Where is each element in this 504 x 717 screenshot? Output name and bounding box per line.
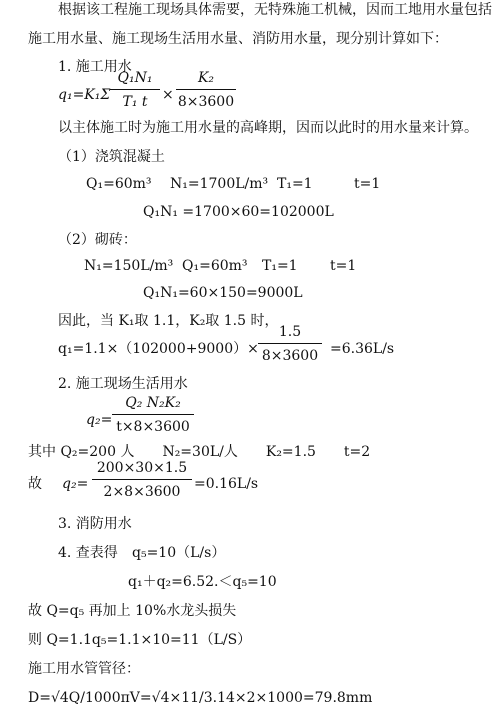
section-1-note: 以主体施工时为施工用水量的高峰期，因而以此时的用水量来计算。 [58, 120, 478, 136]
calc-q1-lhs: q₁=1.1×（102000+9000）× [58, 341, 259, 357]
q5-value: q₅=10（L/s） [132, 545, 226, 561]
fraction-bar [112, 414, 194, 415]
fraction-numerator: 200×30×1.5 [96, 460, 188, 476]
calc-q1-fraction [258, 324, 322, 368]
brick-t1: T₁=1 [262, 258, 298, 274]
formula-q2-fraction [112, 395, 194, 439]
fraction-denominator: 8×3600 [177, 94, 235, 110]
brick-t: t=1 [330, 258, 357, 274]
fraction-bar [110, 89, 160, 90]
calc-q1-result: =6.36L/s [330, 341, 395, 357]
formula-q1-fraction-2 [176, 70, 236, 114]
section-2-heading: 2. 施工现场生活用水 [58, 376, 188, 392]
brick-n1: N₁=150L/m³ [84, 258, 174, 274]
fraction-denominator: 8×3600 [261, 348, 319, 364]
concrete-q1: Q₁=60m³ [86, 176, 152, 192]
subsection-concrete-heading: （1）浇筑混凝土 [58, 149, 165, 165]
calc-q2-fraction [92, 460, 192, 504]
fraction-denominator: t×8×3600 [116, 419, 190, 435]
times-sign: × [162, 87, 174, 103]
ze-q-line: 则 Q=1.1q₅=1.1×10=11（L/S） [28, 632, 252, 648]
gu-label: 故 [28, 476, 42, 492]
pipe-formula: D=√4Q/1000πV=√4×11/3.14×2×1000=79.8mm [28, 690, 373, 706]
intro-line-2: 施工用水量、施工现场生活用水量、消防用水量，现分别计算如下： [28, 31, 448, 47]
concrete-t: t=1 [354, 176, 381, 192]
calc-q2-lhs: q₂= [62, 476, 89, 492]
fraction-bar [258, 343, 322, 344]
section-3-heading: 3. 消防用水 [58, 516, 132, 532]
calc-q2-result: =0.16L/s [194, 476, 259, 492]
fraction-numerator: 1.5 [278, 324, 302, 340]
q-compare: q₁＋q₂=6.52.＜q₅=10 [128, 574, 277, 590]
pipe-heading: 施工用水管管径： [28, 661, 140, 677]
fraction-bar [176, 89, 236, 90]
concrete-t1: T₁=1 [277, 176, 313, 192]
intro-line-1: 根据该工程施工现场具体需要，无特殊施工机械，因而工地用水量包括 [58, 2, 492, 18]
section-1-heading: 1. 施工用水 [58, 59, 132, 75]
section-4-heading: 4. 查表得 [58, 545, 118, 561]
brick-q1: Q₁=60m³ [182, 258, 248, 274]
gu-q-line: 故 Q=q₅ 再加上 10%水龙头损失 [28, 603, 237, 619]
concrete-product: Q₁N₁ =1700×60=102000L [143, 204, 334, 220]
formula-q1-lhs: q₁=K₁Σ [58, 87, 111, 103]
formula-q2-lhs: q₂= [86, 412, 113, 428]
formula-q1-fraction-1 [110, 70, 160, 114]
concrete-n1: N₁=1700L/m³ [170, 176, 269, 192]
fraction-bar [92, 479, 192, 480]
fraction-numerator: Q₂ N₂K₂ [125, 395, 181, 411]
fraction-denominator: 2×8×3600 [103, 484, 181, 500]
fraction-numerator: Q₁N₁ [117, 70, 153, 86]
subsection-brick-heading: （2）砌砖： [58, 232, 137, 248]
fraction-denominator: T₁ t [122, 94, 148, 110]
section-2-values: 其中 Q₂=200 人 N₂=30L/人 K₂=1.5 t=2 [28, 444, 371, 460]
fraction-numerator: K₂ [197, 70, 215, 86]
k-coefficient-line: 因此，当 K₁取 1.1，K₂取 1.5 时， [58, 313, 279, 329]
brick-product: Q₁N₁=60×150=9000L [143, 285, 303, 301]
